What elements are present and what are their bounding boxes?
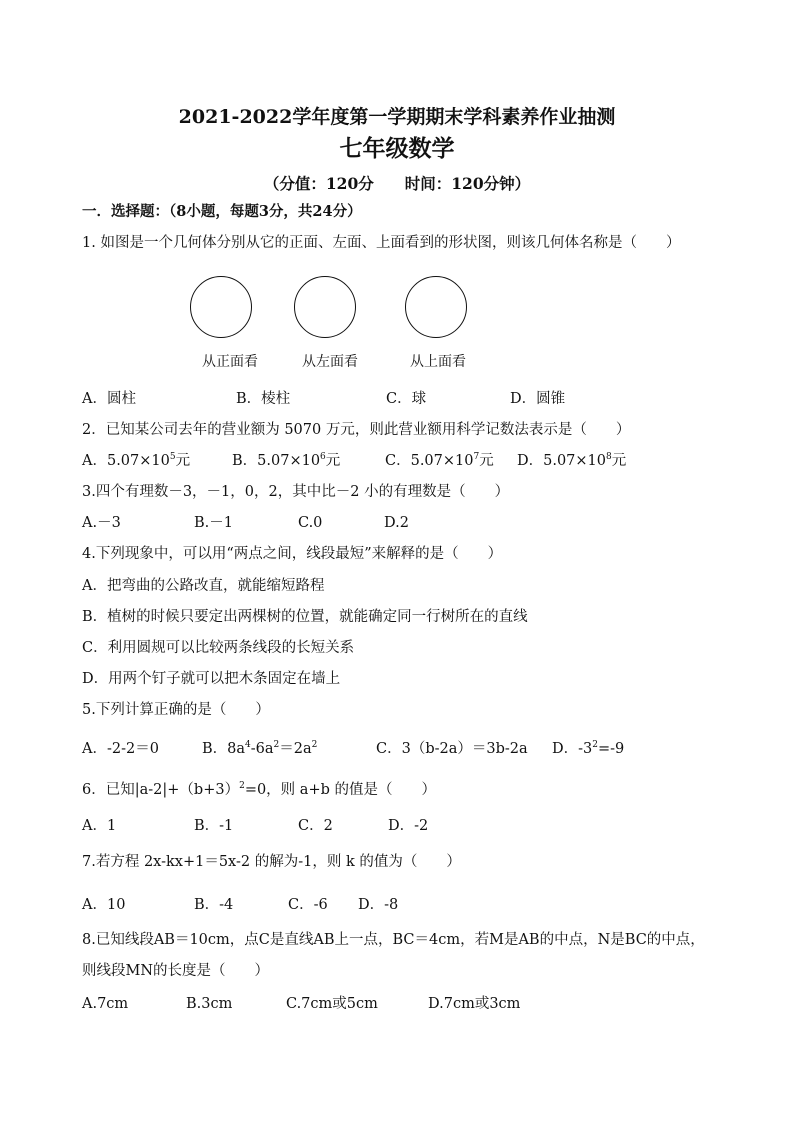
question-1-stem: 1. 如图是一个几何体分别从它的正面、左面、上面看到的形状图，则该几何体名称是（ ） — [82, 235, 681, 251]
option-c: C．3（b-2a）＝3b-2a — [376, 741, 528, 757]
option-c: C．2 — [298, 818, 333, 834]
exam-subtitle: 七年级数学 — [339, 135, 455, 162]
question-6-stem-part: =0，则 a+b 的值是（ ） — [244, 782, 436, 798]
option-c: C.7cm或5cm — [286, 996, 378, 1012]
option-d — [517, 452, 626, 470]
question-3-stem: 3.四个有理数－3，－1，0，2，其中比－2 小的有理数是（ ） — [82, 484, 510, 500]
option-d-unit: 元 — [611, 453, 627, 469]
option-b-exponent: 2 — [311, 740, 318, 751]
option-a: A．-2-2＝0 — [82, 741, 159, 757]
option-a-unit: 元 — [175, 453, 191, 469]
option-b-base: B．5.07×10 — [232, 453, 321, 469]
top-view-label: 从上面看 — [410, 354, 466, 370]
option-b: B．棱柱 — [236, 391, 291, 407]
question-6-stem-part: 6．已知|a-2|+（b+3） — [82, 782, 240, 798]
question-4-option-d: D．用两个钉子就可以把木条固定在墙上 — [82, 671, 341, 687]
option-c: C．球 — [386, 391, 427, 407]
option-b-part: B．8a — [202, 741, 246, 757]
option-b-exponent: 2 — [273, 740, 280, 751]
question-5-stem: 5.下列计算正确的是（ ） — [82, 702, 270, 718]
option-b: B.－1 — [194, 515, 233, 531]
option-c — [385, 452, 494, 470]
option-d: D．圆锥 — [510, 391, 566, 407]
option-a: A．1 — [82, 818, 117, 834]
option-c-exponent: 7 — [473, 452, 480, 463]
option-c-base: C．5.07×10 — [385, 453, 474, 469]
front-view-circle — [190, 276, 252, 338]
option-a: A．10 — [82, 897, 126, 913]
left-view-label: 从左面看 — [302, 354, 358, 370]
question-4-stem: 4.下列现象中，可以用“两点之间，线段最短”来解释的是（ ） — [82, 546, 503, 562]
option-d: D．-8 — [358, 897, 399, 913]
option-c: C．-6 — [288, 897, 328, 913]
exam-info: （分值：120分 时间：120分钟） — [263, 174, 531, 193]
option-a: A．圆柱 — [82, 391, 136, 407]
top-view-circle — [405, 276, 467, 338]
option-b — [232, 452, 340, 470]
option-d-exponent: 2 — [592, 740, 598, 751]
option-d: D.2 — [384, 515, 409, 531]
option-b — [202, 740, 317, 758]
option-d-exponent: 8 — [606, 452, 612, 463]
question-7-stem: 7.若方程 2x-kx+1＝5x-2 的解为-1，则 k 的值为（ ） — [82, 854, 461, 870]
option-d: D.7cm或3cm — [428, 996, 521, 1012]
question-4-option-b: B．植树的时候只要定出两棵树的位置，就能确定同一行树所在的直线 — [82, 609, 528, 625]
option-c: C.0 — [298, 515, 323, 531]
option-b-unit: 元 — [325, 453, 341, 469]
option-a-exponent: 5 — [169, 452, 176, 463]
question-8-stem-line2: 则线段MN的长度是（ ） — [82, 963, 270, 979]
question-4-option-a: A．把弯曲的公路改直，就能缩短路程 — [82, 578, 325, 594]
option-b: B.3cm — [186, 996, 233, 1012]
option-d-part: D．-3 — [552, 741, 593, 757]
option-b: B．-4 — [194, 897, 234, 913]
option-b: B．-1 — [194, 818, 234, 834]
option-d: D．-2 — [388, 818, 429, 834]
question-4-option-c: C．利用圆规可以比较两条线段的长短关系 — [82, 640, 355, 656]
option-d — [552, 740, 624, 758]
left-view-circle — [294, 276, 356, 338]
exam-title: 2021-2022学年度第一学期期末学科素养作业抽测 — [178, 106, 616, 128]
option-d-part: =-9 — [598, 741, 625, 757]
option-a-base: A．5.07×10 — [82, 453, 170, 469]
option-b-exponent: 4 — [245, 740, 251, 751]
section-heading: 一．选择题：（8小题，每题3分，共24分） — [82, 203, 362, 220]
option-a: A.－3 — [82, 515, 121, 531]
question-6-stem — [82, 781, 436, 799]
option-a: A.7cm — [82, 996, 129, 1012]
option-b-exponent: 6 — [320, 452, 326, 463]
option-b-part: -6a — [250, 741, 274, 757]
question-6-exponent: 2 — [239, 781, 245, 792]
front-view-label: 从正面看 — [202, 354, 258, 370]
option-b-part: ＝2a — [279, 741, 312, 757]
question-2-stem: 2．已知某公司去年的营业额为 5070 万元，则此营业额用科学记数法表示是（ ） — [82, 422, 631, 438]
question-8-stem-line1: 8.已知线段AB＝10cm，点C是直线AB上一点，BC＝4cm，若M是AB的中点，N是BC的中点， — [82, 932, 705, 948]
option-d-base: D．5.07×10 — [517, 453, 607, 469]
option-c-unit: 元 — [479, 453, 494, 469]
option-a — [82, 452, 190, 470]
